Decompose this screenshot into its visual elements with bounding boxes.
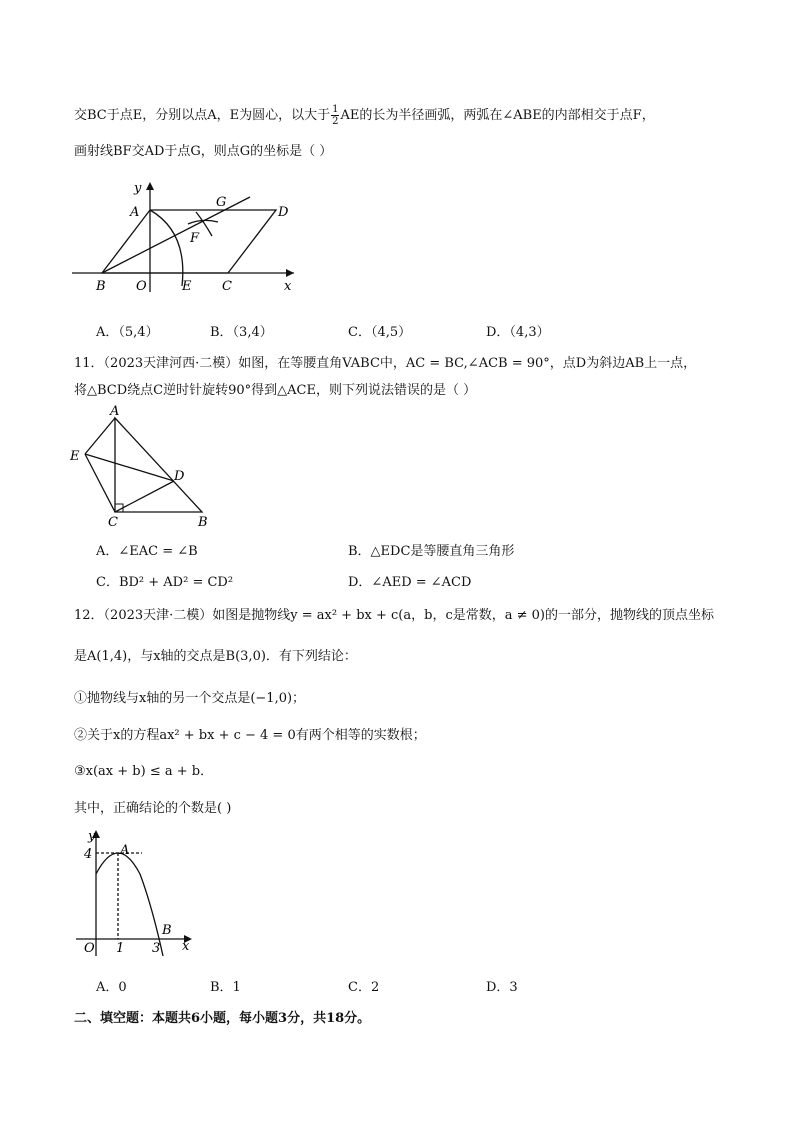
q10-option-d[interactable]: D．（4,3） — [486, 325, 550, 340]
label-E: E — [182, 279, 192, 294]
segment-CD — [115, 481, 174, 512]
label-y: y — [88, 829, 96, 844]
q12-statement-3: ③x(ax + b) ≤ a + b． — [74, 764, 214, 779]
label-4: 4 — [84, 847, 93, 862]
label-A: A — [120, 843, 130, 858]
q10-option-a[interactable]: A．（5,4） — [96, 325, 159, 340]
q12-statement-1: ①抛物线与x轴的另一个交点是(−1,0)； — [74, 691, 306, 706]
label-O: O — [84, 941, 95, 956]
q10-figure — [66, 176, 306, 296]
label-C: C — [222, 279, 232, 294]
q12-ask: 其中，正确结论的个数是( ) — [74, 801, 232, 816]
q11-option-c[interactable]: C．BD² + AD² = CD² — [96, 575, 234, 590]
q11-option-d[interactable]: D．∠AED = ∠ACD — [348, 575, 472, 590]
label-G: G — [216, 195, 227, 210]
q10-option-b[interactable]: B．（3,4） — [210, 325, 273, 340]
q12-option-b[interactable]: B．1 — [210, 980, 241, 995]
q10-line-1 — [74, 104, 655, 127]
label-B: B — [96, 279, 106, 294]
arc-centered-B — [150, 210, 183, 286]
ray-BF — [102, 197, 250, 273]
q12-line-1: 12．（2023天津·二模）如图是抛物线y = ax² + bx + c(a，b，c是常数，a ≠ 0)的一部分，抛物线的顶点坐标 — [74, 608, 714, 623]
fraction-half — [331, 104, 339, 127]
q12-statement-2: ②关于x的方程ax² + bx + c − 4 = 0有两个相等的实数根； — [74, 728, 426, 743]
q12-option-c[interactable]: C．2 — [348, 980, 380, 995]
q10-line-1-tail: AE的长为半径画弧，两弧在∠ABE的内部相交于点F， — [340, 108, 655, 123]
q11-line-2: 将△BCD绕点C逆时针旋转90°得到△ACE，则下列说法错误的是（ ） — [74, 383, 477, 398]
y-axis-arrow — [146, 182, 154, 190]
q12-line-2: 是A(1,4)，与x轴的交点是B(3,0)．有下列结论： — [74, 649, 357, 664]
q11-option-b[interactable]: B．△EDC是等腰直角三角形 — [348, 544, 515, 559]
frac-numerator: 1 — [332, 104, 339, 115]
label-D: D — [174, 469, 185, 484]
label-3: 3 — [152, 941, 161, 956]
q10-line-2: 画射线BF交AD于点G，则点G的坐标是（ ） — [74, 144, 333, 159]
segment-AE — [85, 418, 115, 454]
label-y: y — [134, 181, 142, 196]
label-x: x — [182, 939, 190, 954]
q10-option-c[interactable]: C．（4,5） — [348, 325, 412, 340]
q10-line-1-text: 交BC于点E，分别以点A，E为圆心，以大于 — [74, 108, 331, 123]
label-D: D — [278, 205, 289, 220]
q12-option-a[interactable]: A．0 — [96, 980, 127, 995]
frac-denominator: 2 — [332, 116, 339, 127]
section-heading-fill-in: 二、填空题：本题共6小题，每小题3分，共18分。 — [74, 1011, 371, 1026]
q12-figure — [70, 826, 198, 960]
segment-EC — [85, 454, 115, 512]
triangle-ABC — [115, 418, 202, 512]
label-O: O — [136, 279, 147, 294]
label-1: 1 — [116, 941, 125, 956]
label-A: A — [110, 404, 120, 419]
label-F: F — [190, 231, 200, 246]
label-C: C — [108, 515, 118, 530]
q11-figure — [66, 404, 226, 530]
label-B: B — [162, 923, 172, 938]
label-x: x — [284, 279, 292, 294]
q11-option-a[interactable]: A．∠EAC = ∠B — [96, 544, 198, 559]
label-E: E — [70, 449, 80, 464]
label-A: A — [130, 205, 140, 220]
x-axis-arrow — [286, 269, 294, 277]
label-B: B — [198, 515, 208, 530]
parallelogram-ABCD — [102, 210, 276, 273]
q12-option-d[interactable]: D．3 — [486, 980, 518, 995]
q11-line-1: 11．（2023天津河西·二模）如图，在等腰直角VABC中，AC = BC,∠ACB = 90°，点D为斜边AB上一点， — [74, 356, 697, 371]
